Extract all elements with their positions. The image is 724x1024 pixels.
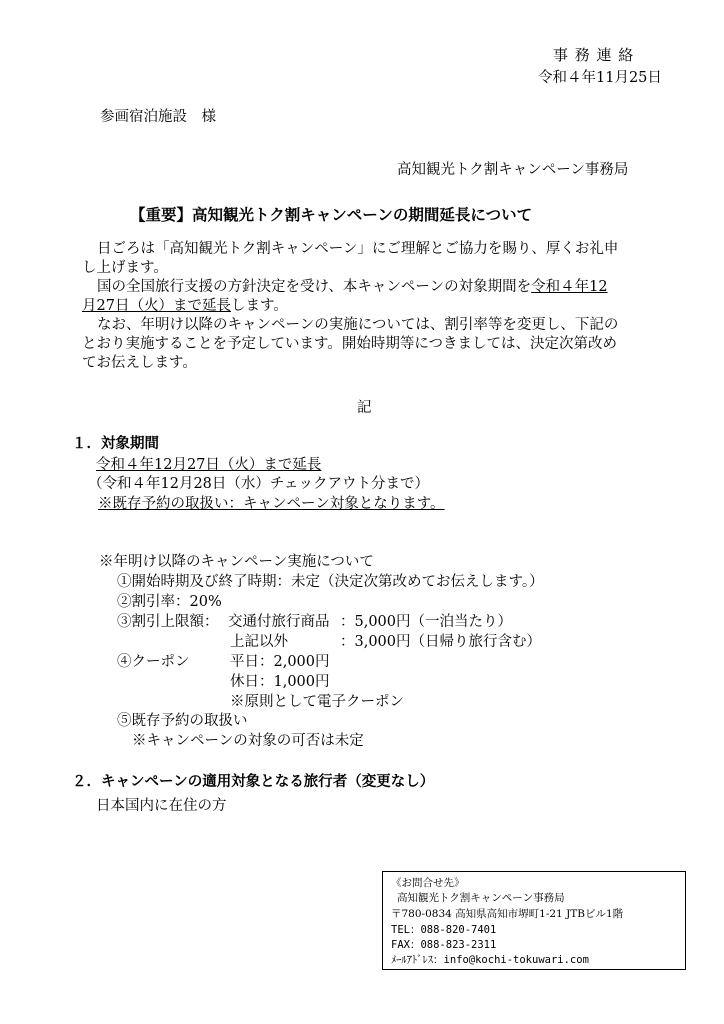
p2-line1-underline: 令和４年12	[531, 279, 608, 295]
contact-email: ﾒｰﾙｱﾄﾞﾚｽ：info@kochi-tokuwari.com	[391, 954, 589, 966]
document-date: 令和４年11月25日	[538, 70, 662, 86]
contact-org: 高知観光トク割キャンペーン事務局	[397, 892, 565, 904]
next-year-item4-label: ④クーポン	[117, 654, 190, 670]
ki-mark: 記	[357, 400, 372, 416]
section1-line3: ※既存予約の取扱い：キャンペーン対象となります。	[98, 496, 445, 512]
item3-b-value: ：3,000円（日帰り旅行含む）	[340, 634, 542, 650]
next-year-item5: ⑤既存予約の取扱い	[117, 713, 248, 729]
doc-type: 事 務 連 絡	[553, 46, 635, 64]
contact-title: 《お問合せ先》	[391, 877, 465, 889]
p2-line1	[82, 278, 662, 297]
p1-line1: 日ごろは「高知観光トク割キャンペーン」にご理解とご協力を賜り、厚くお礼申	[97, 241, 619, 257]
paragraph-1	[82, 240, 662, 373]
page-title: 【重要】高知観光トク割キャンペーンの期間延長について	[130, 206, 533, 224]
p3-line2: とおり実施することを予定しています。開始時期等につきましては、決定次第改め	[82, 336, 618, 352]
section2-text: 日本国内に在住の方	[96, 798, 227, 814]
section1-line1: 令和４年12月27日（火）まで延長	[96, 457, 322, 473]
p2-line2	[82, 297, 662, 316]
p2-line2-text: します。	[230, 298, 288, 314]
item3-b-name: 上記以外	[230, 634, 288, 650]
section1-line2: （令和４年12月28日（水）チェックアウト分まで）	[88, 476, 429, 492]
p1-line2: し上げます。	[82, 260, 168, 276]
item4-weekday: 平日：2,000円	[230, 654, 330, 670]
item3-a-value: ：5,000円（一泊当たり）	[340, 614, 513, 630]
contact-fax: FAX：088-823-2311	[391, 939, 497, 951]
p2-line1-text: 国の全国旅行支援の方針決定を受け、本キャンペーンの対象期間を	[97, 279, 532, 295]
contact-tel: TEL：088-820-7401	[391, 924, 497, 936]
contact-address: 〒780-0834 高知県高知市堺町1-21 JTBビル1階	[391, 908, 624, 920]
p3-line1: なお、年明け以降のキャンペーンの実施については、割引率等を変更し、下記の	[97, 317, 619, 333]
p2-line2-underline: 月27日（火）まで延長	[82, 298, 231, 314]
recipient: 参画宿泊施設 様	[100, 109, 216, 125]
sender: 高知観光トク割キャンペーン事務局	[397, 162, 629, 178]
next-year-item3-label: ③割引上限額：	[117, 614, 219, 630]
contact-box	[382, 871, 686, 970]
item4-note: ※原則として電子クーポン	[230, 694, 404, 710]
section2-heading: ２．キャンペーンの適用対象となる旅行者（変更なし）	[72, 774, 435, 790]
next-year-heading: ※年明け以降のキャンペーン実施について	[99, 554, 374, 570]
p3-line3: てお伝えします。	[82, 355, 197, 371]
next-year-item5-note: ※キャンペーンの対象の可否は未定	[132, 733, 364, 749]
next-year-item2: ②割引率：20%	[117, 594, 222, 610]
item4-holiday: 休日：1,000円	[230, 674, 330, 690]
item3-a-name: 交通付旅行商品	[228, 614, 330, 630]
section1-heading: １．対象期間	[72, 436, 159, 452]
next-year-item1: ①開始時期及び終了時期：未定（決定次第改めてお伝えします。）	[117, 574, 544, 590]
